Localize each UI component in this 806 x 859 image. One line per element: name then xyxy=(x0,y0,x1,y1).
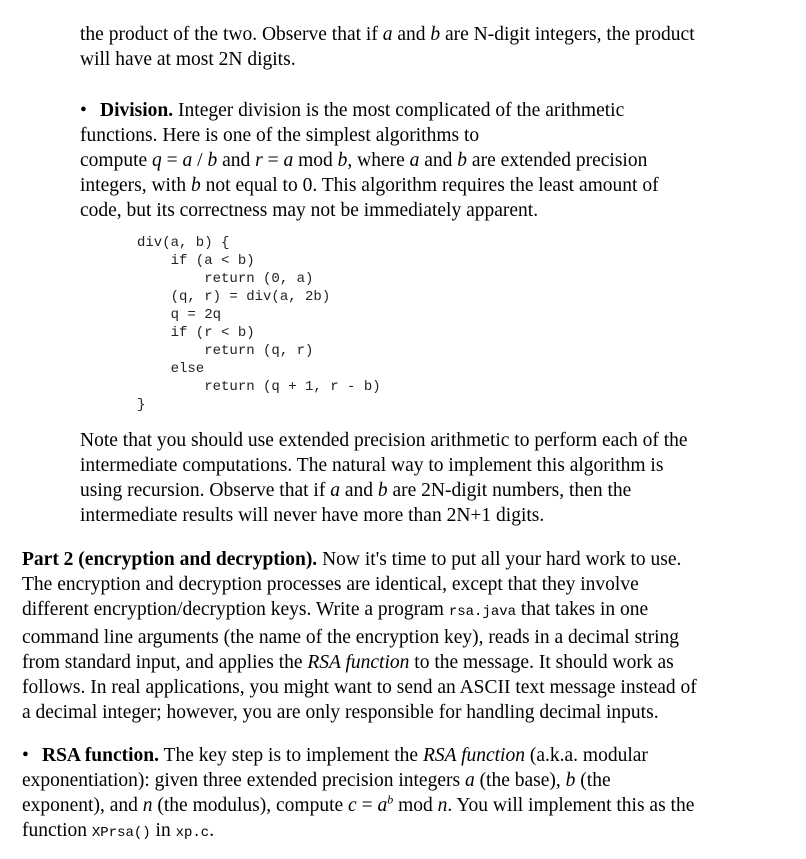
intro-line-1: the product of the two. Observe that if a and b are N-digit integers, the product xyxy=(80,24,695,45)
part2-line-6: follows. In real applications, you might want to send an ASCII text message instead of xyxy=(22,677,697,698)
division-line-2: functions. Here is one of the simplest algorithms to xyxy=(80,125,480,146)
bullet-icon: • xyxy=(22,745,29,766)
part2-line-4: command line arguments (the name of the encryption key), reads in a decimal string xyxy=(22,627,680,648)
rsa-heading: RSA function. xyxy=(42,745,160,766)
note-line-2: intermediate computations. The natural way to implement this algorithm is xyxy=(80,455,664,476)
division-line-1: • Division. Integer division is the most complicated of the arithmetic xyxy=(80,100,625,121)
division-line-4: integers, with b not equal to 0. This algorithm requires the least amount of xyxy=(80,175,659,196)
part2-line-5: from standard input, and applies the RSA function to the message. It should work as xyxy=(22,652,674,673)
rsa-line-3: exponent), and n (the modulus), compute $c = a^b$ mod n. You will implement this as the xyxy=(22,792,695,816)
rsa-line-2: exponentiation): given three extended precision integers a (the base), b (the xyxy=(22,770,611,791)
note-line-1: Note that you should use extended precision arithmetic to perform each of the xyxy=(80,430,688,451)
division-bullet-paragraph xyxy=(80,98,780,223)
intro-paragraph xyxy=(80,22,780,72)
part2-line-7: a decimal integer; however, you are only responsible for handling decimal inputs. xyxy=(22,702,659,723)
program-name: rsa.java xyxy=(448,604,517,620)
rsa-line-1: • RSA function. The key step is to implement the RSA function (a.k.a. modular xyxy=(22,745,648,766)
note-line-3: using recursion. Observe that if a and b are 2N-digit numbers, then the xyxy=(80,480,632,501)
division-line-3: compute q = a / b and r = a mod b, where a and b are extended precision xyxy=(80,150,648,171)
part2-line-2: The encryption and decryption processes are identical, except that they involve xyxy=(22,574,639,595)
division-line-5: code, but its correctness may not be immediately apparent. xyxy=(80,200,539,221)
file-name: xp.c xyxy=(175,825,210,841)
part2-heading: Part 2 (encryption and decryption). xyxy=(22,549,318,570)
part2-paragraph xyxy=(22,547,792,725)
note-paragraph xyxy=(80,428,780,528)
bullet-icon: • xyxy=(80,100,87,121)
rsa-bullet-paragraph xyxy=(22,743,792,846)
part2-line-3: different encryption/decryption keys. Write a program rsa.java that takes in one xyxy=(22,599,649,620)
note-line-4: intermediate results will never have more than 2N+1 digits. xyxy=(80,505,545,526)
div-code-block: div(a, b) { if (a < b) return (0, a) (q, r) = div(a, 2b) q = 2q if (r < b) return (q, r) else return (q + 1, r - b) } xyxy=(137,235,381,413)
function-name: XPrsa() xyxy=(91,825,151,841)
rsa-line-4: function XPrsa() in xp.c. xyxy=(22,820,215,841)
intro-line-2: will have at most 2N digits. xyxy=(80,49,296,70)
division-heading: Division. xyxy=(100,100,174,121)
part2-line-1: Part 2 (encryption and decryption). Now it's time to put all your hard work to use. xyxy=(22,549,682,570)
